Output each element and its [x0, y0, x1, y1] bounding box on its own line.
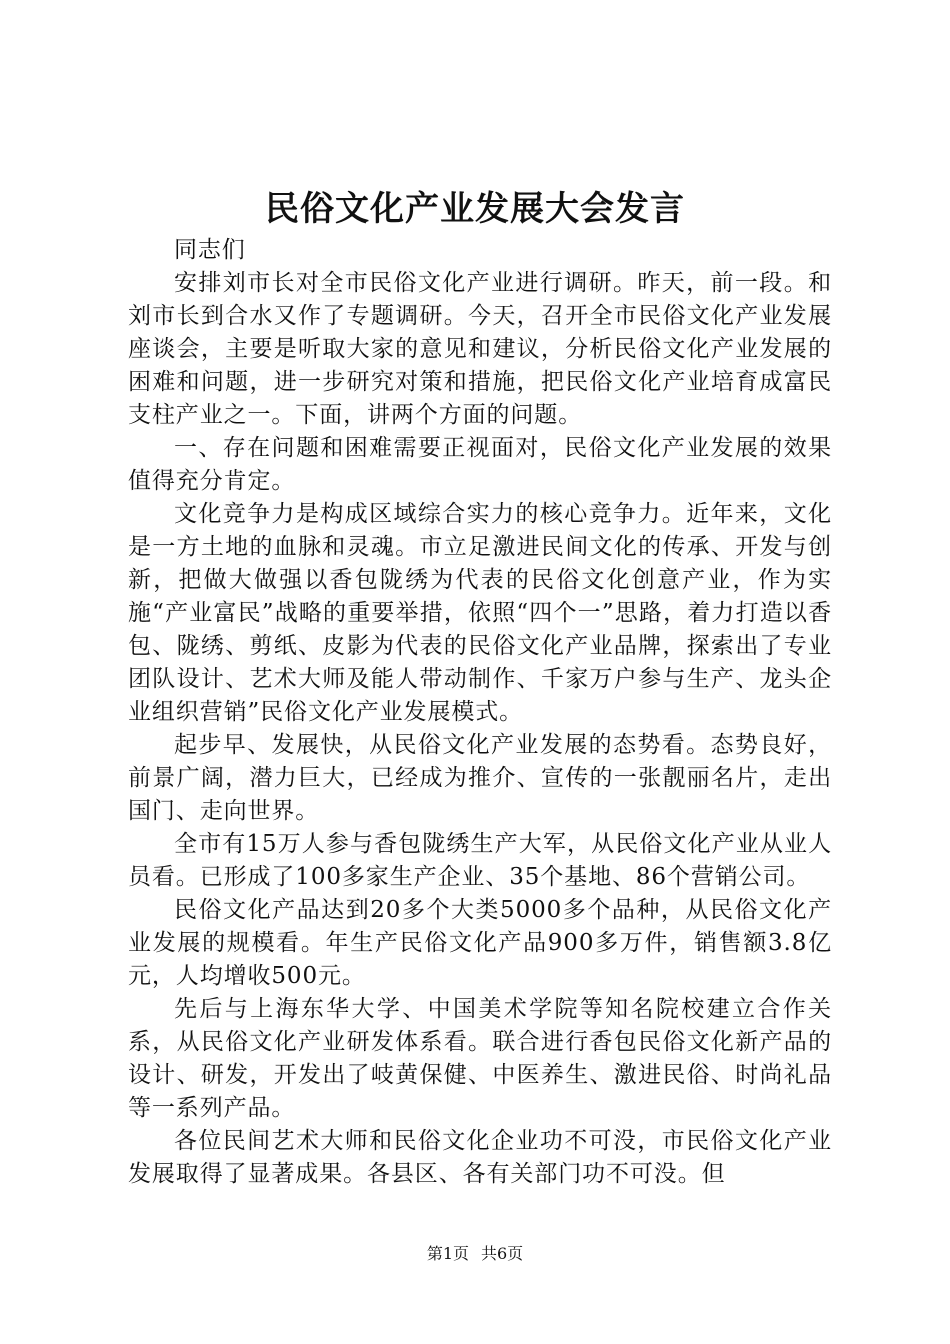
- paragraph: 安排刘市长对全市民俗文化产业进行调研。昨天，前一段。和刘市长到合水又作了专题调研。今天，召开全市民俗文化产业发展座谈会，主要是听取大家的意见和建议，分析民俗文化产业发展的困难和问题，进一步研究对策和措施，把民俗文化产业培育成富民支柱产业之一。下面，讲两个方面的问题。: [128, 270, 832, 428]
- paragraph: 一、存在问题和困难需要正视面对，民俗文化产业发展的效果值得充分肯定。: [128, 435, 832, 494]
- page-footer: [0, 1243, 950, 1265]
- paragraph: 全市有15万人参与香包陇绣生产大军，从民俗文化产业从业人员看。已形成了100多家生产企业、35个基地、86个营销公司。: [128, 831, 832, 890]
- paragraph: 起步早、发展快，从民俗文化产业发展的态势看。态势良好，前景广阔，潜力巨大，已经成为推介、宣传的一张靓丽名片，走出国门、走向世界。: [128, 732, 832, 824]
- paragraph: 民俗文化产品达到20多个大类5000多个品种，从民俗文化产业发展的规模看。年生产民俗文化产品900多万件，销售额3.8亿元，人均增收500元。: [128, 897, 832, 989]
- document-title: 民俗文化产业发展大会发言: [265, 189, 685, 229]
- paragraph: 先后与上海东华大学、中国美术学院等知名院校建立合作关系，从民俗文化产业研发体系看。联合进行香包民俗文化新产品的设计、研发，开发出了岐黄保健、中医养生、激进民俗、时尚礼品等一系列产品。: [128, 996, 832, 1121]
- page-total: 共6页: [481, 1244, 524, 1263]
- paragraph: 各位民间艺术大师和民俗文化企业功不可没，市民俗文化产业发展取得了显著成果。各县区、各有关部门功不可没。但: [128, 1128, 832, 1187]
- paragraph: 文化竞争力是构成区域综合实力的核心竞争力。近年来，文化是一方土地的血脉和灵魂。市立足激进民间文化的传承、开发与创新，把做大做强以香包陇绣为代表的民俗文化创意产业，作为实施“产业富民”战略的重要举措，依照“四个一”思路，着力打造以香包、陇绣、剪纸、皮影为代表的民俗文化产业品牌，探索出了专业团队设计、艺术大师及能人带动制作、千家万户参与生产、龙头企业组织营销”民俗文化产业发展模式。: [128, 501, 832, 725]
- page-number: 第1页: [426, 1244, 469, 1263]
- salutation: 同志们: [174, 237, 246, 263]
- document-body: [128, 234, 832, 1191]
